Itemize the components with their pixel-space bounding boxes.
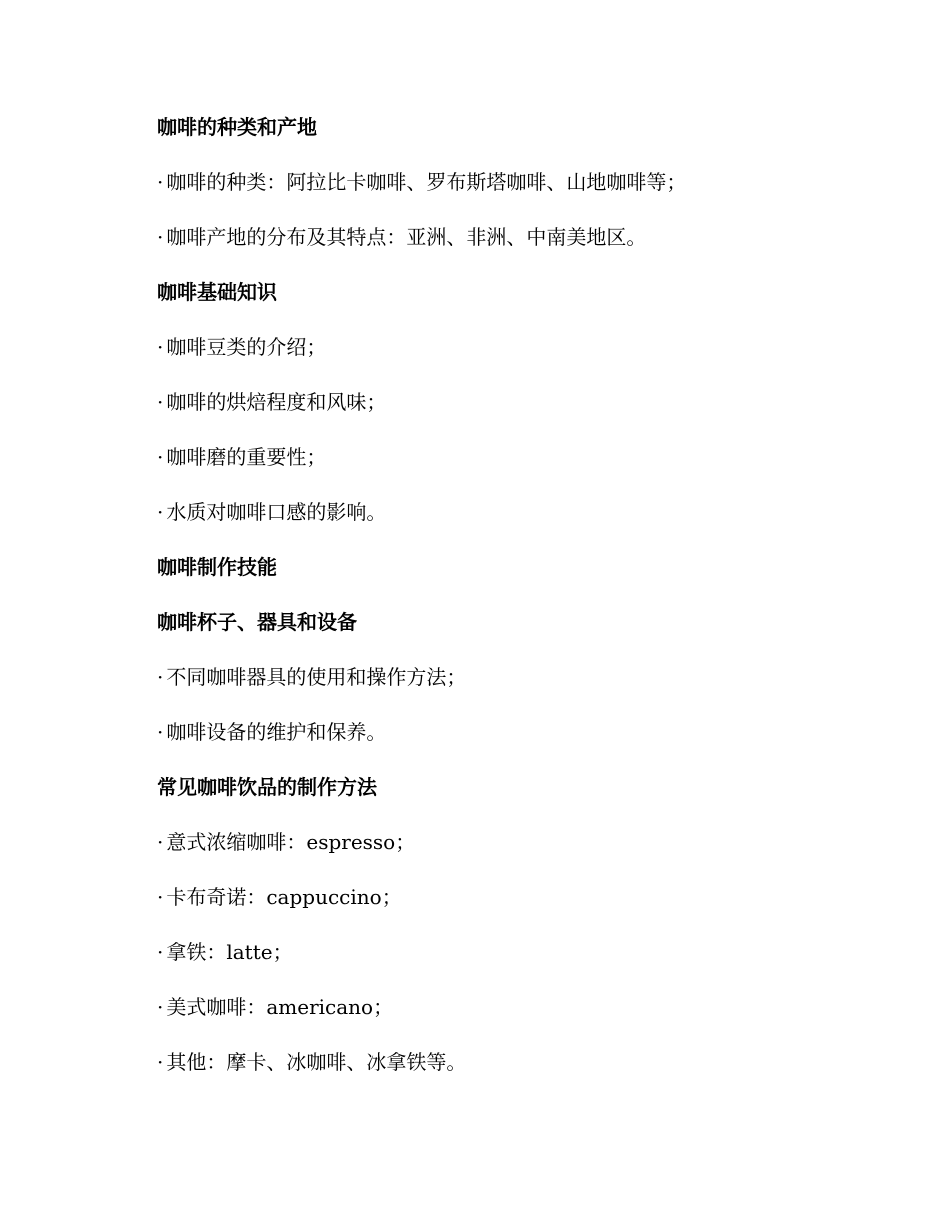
bullet-item: · 其他：摩卡、冰咖啡、冰拿铁等。 xyxy=(157,1043,857,1098)
section-heading: 咖啡制作技能 xyxy=(157,555,277,579)
bullet-icon: · xyxy=(157,225,164,249)
section-heading: 咖啡基础知识 xyxy=(157,280,277,304)
bullet-icon: · xyxy=(157,335,164,359)
bullet-item: · 水质对咖啡口感的影响。 xyxy=(157,493,857,548)
bullet-item: · 意式浓缩咖啡：espresso； xyxy=(157,823,857,878)
subsection-heading: 常见咖啡饮品的制作方法 xyxy=(157,775,377,799)
bullet-item: · 咖啡设备的维护和保养。 xyxy=(157,713,857,768)
bullet-icon: · xyxy=(157,500,164,524)
bullet-item: · 咖啡豆类的介绍； xyxy=(157,328,857,383)
bullet-icon: · xyxy=(157,390,164,414)
document-body xyxy=(157,108,857,1098)
subsection-heading: 咖啡杯子、器具和设备 xyxy=(157,610,357,634)
bullet-item: · 不同咖啡器具的使用和操作方法； xyxy=(157,658,857,713)
section-heading: 咖啡的种类和产地 xyxy=(157,115,317,139)
bullet-icon: · xyxy=(157,170,164,194)
bullet-icon: · xyxy=(157,1050,164,1074)
bullet-icon: · xyxy=(157,720,164,744)
bullet-icon: · xyxy=(157,885,164,909)
bullet-icon: · xyxy=(157,665,164,689)
bullet-icon: · xyxy=(157,995,164,1019)
bullet-item: · 拿铁：latte； xyxy=(157,933,857,988)
bullet-item: · 咖啡产地的分布及其特点：亚洲、非洲、中南美地区。 xyxy=(157,218,857,273)
bullet-item: · 咖啡的种类：阿拉比卡咖啡、罗布斯塔咖啡、山地咖啡等； xyxy=(157,163,857,218)
bullet-item: · 卡布奇诺：cappuccino； xyxy=(157,878,857,933)
bullet-icon: · xyxy=(157,445,164,469)
bullet-item: · 咖啡的烘焙程度和风味； xyxy=(157,383,857,438)
bullet-item: · 美式咖啡：americano； xyxy=(157,988,857,1043)
bullet-item: · 咖啡磨的重要性； xyxy=(157,438,857,493)
bullet-icon: · xyxy=(157,940,164,964)
bullet-icon: · xyxy=(157,830,164,854)
